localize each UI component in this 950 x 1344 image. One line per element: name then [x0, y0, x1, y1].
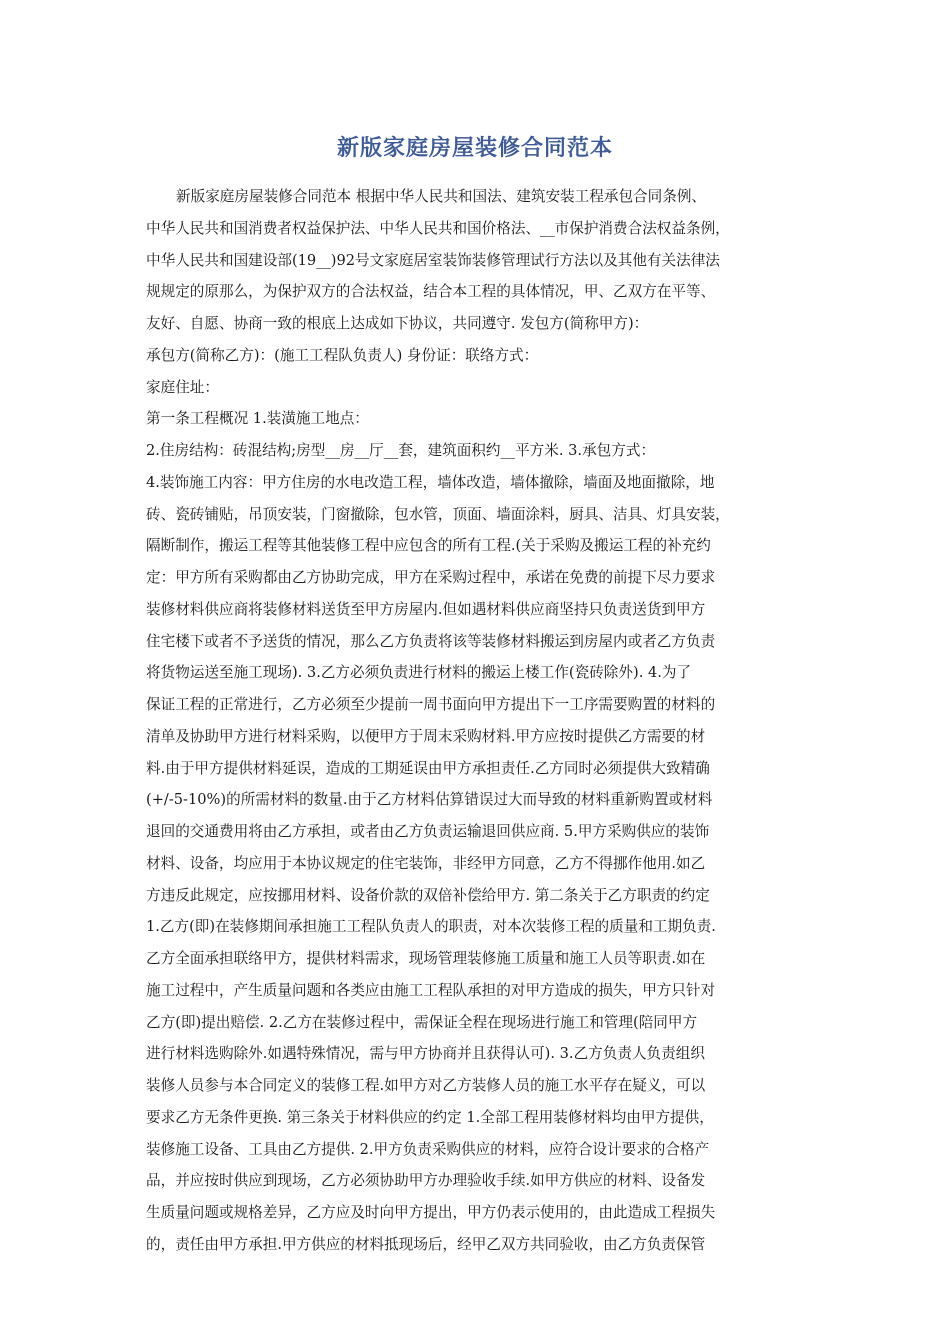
body-line: 定：甲方所有采购都由乙方协助完成，甲方在采购过程中，承诺在免费的前提下尽力要求 — [146, 569, 716, 586]
body-line: 要求乙方无条件更换. 第三条关于材料供应的约定 1.全部工程用装修材料均由甲方提供， — [146, 1108, 714, 1126]
body-line: 乙方(即)提出赔偿. 2.乙方在装修过程中，需保证全程在现场进行施工和管理(陪同甲方 — [146, 1013, 698, 1031]
body-line: 4.装饰施工内容：甲方住房的水电改造工程，墙体改造，墙体撤除，墙面及地面撤除，地 — [146, 473, 715, 491]
body-line: (+/-5-10%)的所需材料的数量.由于乙方材料估算错误过大而导致的材料重新购置或材料 — [146, 791, 713, 809]
body-line: 方违反此规定，应按挪用材料、设备价款的双倍补偿给甲方. 第二条关于乙方职责的约定 — [146, 886, 710, 904]
body-line: 生质量问题或规格差异，乙方应及时向甲方提出，甲方仍表示使用的，由此造成工程损失 — [146, 1204, 716, 1221]
body-line: 中华人民共和国消费者权益保护法、中华人民共和国价格法、__市保护消费合法权益条例， — [146, 219, 730, 237]
document-title: 新版家庭房屋装修合同范本 — [336, 136, 613, 161]
body-line: 承包方(简称乙方)：(施工工程队负责人) 身份证：联络方式： — [146, 346, 539, 364]
body-line: 装修材料供应商将装修材料送货至甲方房屋内.但如遇材料供应商坚持只负责送货到甲方 — [146, 600, 706, 618]
body-line: 将货物运送至施工现场). 3.乙方必须负责进行材料的搬运上楼工作(瓷砖除外). 4.为了 — [146, 664, 692, 682]
body-line: 清单及协助甲方进行材料采购，以便甲方于周末采购材料.甲方应按时提供乙方需要的材 — [146, 727, 706, 745]
body-line: 料.由于甲方提供材料延误，造成的工期延误由甲方承担责任.乙方同时必须提供大致精确 — [146, 759, 710, 777]
body-line: 装修人员参与本合同定义的装修工程.如甲方对乙方装修人员的施工水平存在疑义，可以 — [146, 1077, 706, 1094]
body-line: 第一条工程概况 1.装潢施工地点： — [146, 410, 369, 428]
body-line: 新版家庭房屋装修合同范本 根据中华人民共和国法、建筑安装工程承包合同条例、 — [176, 188, 707, 205]
body-line: 进行材料选购除外.如遇特殊情况，需与甲方协商并且获得认可). 3.乙方负责人负责组织 — [146, 1045, 705, 1063]
body-line: 隔断制作，搬运工程等其他装修工程中应包含的所有工程.(关于采购及搬运工程的补充约 — [146, 537, 711, 555]
body-line: 保证工程的正常进行，乙方必须至少提前一周书面向甲方提出下一工序需要购置的材料的 — [146, 696, 716, 713]
body-line: 的，责任由甲方承担.甲方供应的材料抵现场后，经甲乙双方共同验收，由乙方负责保管 — [146, 1235, 706, 1253]
body-line: 2.住房结构：砖混结构;房型__房__厅__套，建筑面积约__平方米. 3.承包方式： — [146, 442, 656, 459]
body-line: 材料、设备，均应用于本协议规定的住宅装饰，非经甲方同意，乙方不得挪作他用.如乙 — [146, 854, 706, 872]
body-line: 1.乙方(即)在装修期间承担施工工程队负责人的职责，对本次装修工程的质量和工期负责. — [146, 918, 716, 936]
body-line: 家庭住址： — [146, 378, 219, 396]
body-line: 友好、自愿、协商一致的根底上达成如下协议，共同遵守. 发包方(简称甲方)： — [146, 315, 649, 332]
document-body — [146, 181, 806, 1261]
body-line: 规规定的原那么，为保护双方的合法权益，结合本工程的具体情况，甲、乙双方在平等、 — [146, 283, 716, 301]
body-line: 住宅楼下或者不予送货的情况，那么乙方负责将该等装修材料搬运到房屋内或者乙方负责 — [146, 632, 716, 650]
body-line: 中华人民共和国建设部(19__)92号文家庭居室装饰装修管理试行方法以及其他有关法律法 — [146, 251, 720, 269]
body-line: 退回的交通费用将由乙方承担，或者由乙方负责运输退回供应商. 5.甲方采购供应的装饰 — [146, 823, 710, 840]
body-line: 施工过程中，产生质量问题和各类应由施工工程队承担的对甲方造成的损失，甲方只针对 — [146, 981, 716, 999]
body-line: 品，并应按时供应到现场，乙方必须协助甲方办理验收手续.如甲方供应的材料、设备发 — [146, 1172, 706, 1190]
body-line: 装修施工设备、工具由乙方提供. 2.甲方负责采购供应的材料，应符合设计要求的合格产 — [146, 1140, 710, 1158]
body-line: 乙方全面承担联络甲方，提供材料需求，现场管理装修施工质量和施工人员等职责.如在 — [146, 950, 706, 967]
body-line: 砖、瓷砖铺贴，吊顶安装，门窗撤除，包水管，顶面、墙面涂料，厨具、洁具、灯具安装， — [146, 505, 730, 523]
